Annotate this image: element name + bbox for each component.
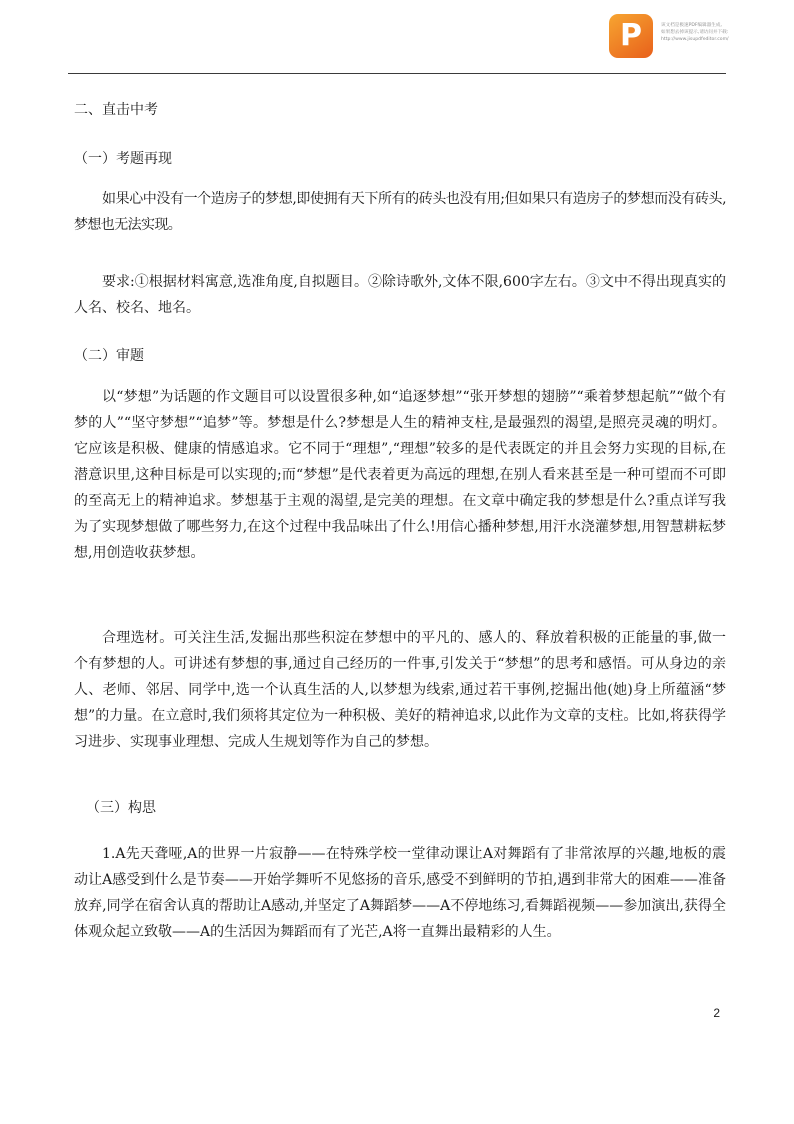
watermark-line: 如果想去掉该提示,请访问并下载: — [661, 30, 729, 35]
subsection-heading-analysis: （二）审题 — [74, 348, 144, 364]
analysis-paragraph: 以“梦想”为话题的作文题目可以设置很多种,如“追逐梦想”“张开梦想的翅膀”“乘着梦想起航”“做个有梦的人”“坚守梦想”“追梦”等。梦想是什么?梦想是人生的精神支柱,是最强烈的渴望,是照亮灵魂的明灯。它应该是积极、健康的情感追求。它不同于“理想”,“理想”较多的是代表既定的并且会努力实现的目标,在潜意识里,这种目标是可以实现的;而“梦想”是代表着更为高远的理想,在别人看来甚至是一种可望而不可即的至高无上的精神追求。梦想基于主观的渴望,是完美的理想。在文章中确定我的梦想是什么?重点详写我为了实现梦想做了哪些努力,在这个过程中我品味出了什么!用信心播种梦想,用汗水浇灌梦想,用智慧耕耘梦想,用创造收获梦想。 — [74, 389, 726, 561]
subsection-heading-outline: （三）构思 — [86, 800, 156, 816]
header-divider — [68, 73, 726, 74]
watermark-notice — [661, 22, 786, 43]
prompt-text: 如果心中没有一个造房子的梦想,即使拥有天下所有的砖头也没有用;但如果只有造房子的梦想而没有砖头,梦想也无法实现。 — [74, 191, 726, 233]
section-heading: 二、直击中考 — [74, 102, 158, 118]
page-number: 2 — [713, 1006, 720, 1020]
material-paragraph: 合理选材。可关注生活,发掘出那些积淀在梦想中的平凡的、感人的、释放着积极的正能量的事,做一个有梦想的人。可讲述有梦想的事,通过自己经历的一件事,引发关于“梦想”的思考和感悟。可从身边的亲人、老师、邻居、同学中,选一个认真生活的人,以梦想为线索,通过若干事例,挖掘出他(她)身上所蕴涵“梦想”的力量。在立意时,我们须将其定位为一种积极、美好的精神追求,以此作为文章的支柱。比如,将获得学习进步、实现事业理想、完成人生规划等作为自己的梦想。 — [74, 630, 726, 750]
outline-idea-1: 1.A先天聋哑,A的世界一片寂静——在特殊学校一堂律动课让A对舞蹈有了非常浓厚的兴趣,地板的震动让A感受到什么是节奏——开始学舞听不见悠扬的音乐,感受不到鲜明的节拍,遇到非常大的困难——准备放弃,同学在宿舍认真的帮助让A感动,并坚定了A舞蹈梦——A不停地练习,看舞蹈视频——参加演出,获得全体观众起立致敬——A的生活因为舞蹈而有了光芒,A将一直舞出最精彩的人生。 — [74, 846, 726, 940]
pdf-editor-logo — [609, 14, 653, 58]
requirements-text: 要求:①根据材料寓意,选准角度,自拟题目。②除诗歌外,文体不限,600字左右。③文中不得出现真实的人名、校名、地名。 — [74, 274, 726, 316]
subsection-heading-exam-question: （一）考题再现 — [74, 151, 172, 167]
logo-letter: P — [620, 18, 642, 53]
watermark-line: 该文档是极速PDF编辑器生成, — [661, 23, 722, 28]
watermark-link[interactable]: http://www.jisupdfeditor.com/ — [661, 37, 729, 42]
